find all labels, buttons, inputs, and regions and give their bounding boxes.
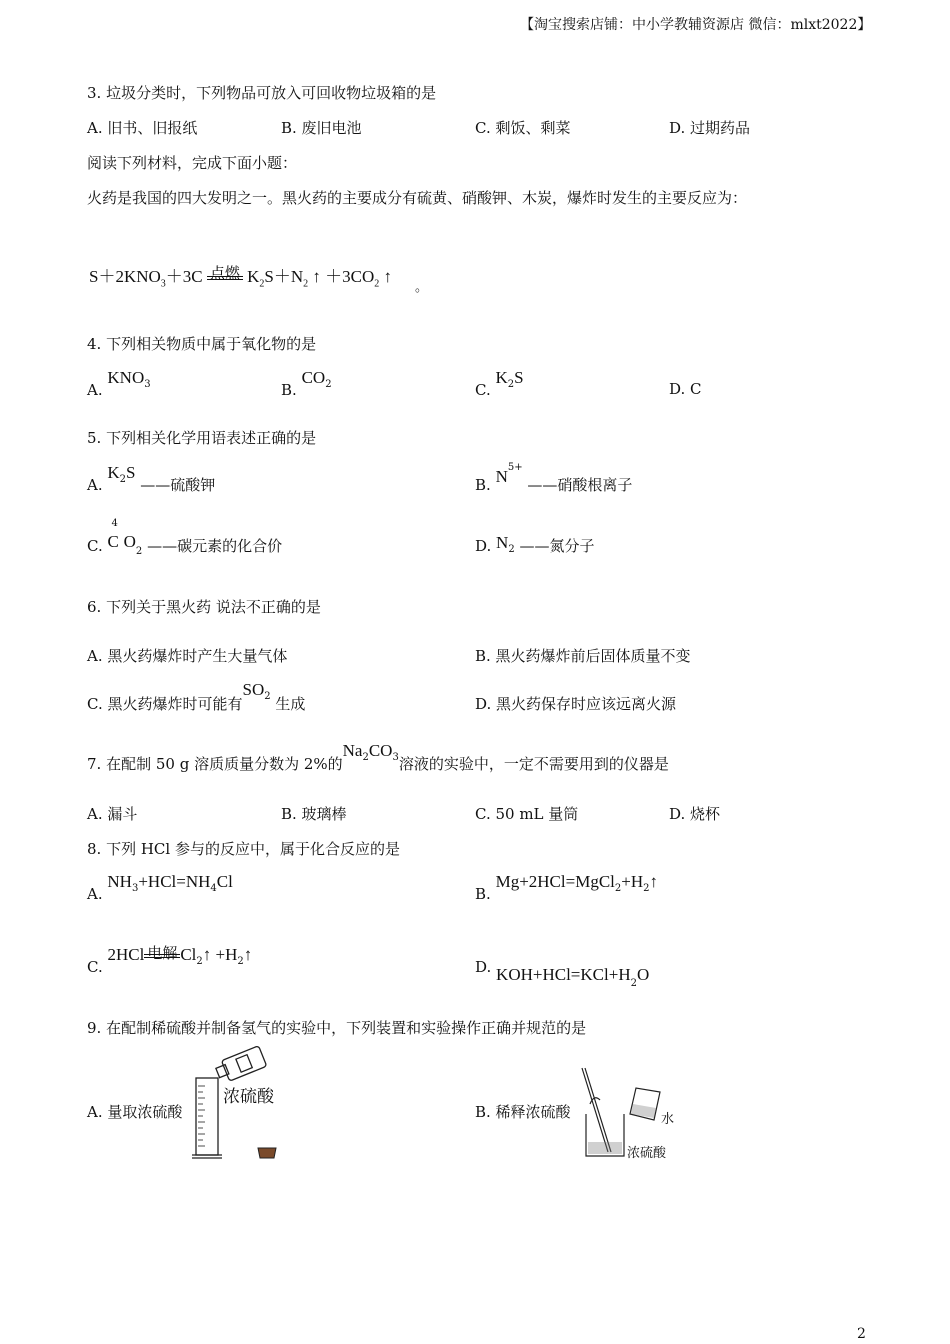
figure-b-water-label: 水 bbox=[661, 1112, 675, 1127]
q9-stem: 9. 在配制稀硫酸并制备氢气的实验中，下列装置和实验操作正确并规范的是 bbox=[87, 1019, 587, 1037]
q6-option-b: B. 黑火药爆炸前后固体质量不变 bbox=[475, 647, 691, 665]
q9-option-a: A. 量取浓硫酸 bbox=[87, 1103, 183, 1121]
figure-b-acid-label: 浓硫酸 bbox=[627, 1146, 667, 1161]
q5-stem: 5. 下列相关化学用语表述正确的是 bbox=[87, 429, 317, 447]
page-number: 2 bbox=[857, 1326, 866, 1342]
figure-a-label: 浓硫酸 bbox=[223, 1087, 274, 1107]
q4-option-c: C. $K_2S$ bbox=[475, 368, 524, 399]
q6-stem: 6. 下列关于黑火药 说法不正确的是 bbox=[87, 598, 321, 616]
q7-option-a: A. 漏斗 bbox=[87, 805, 138, 823]
equation-end-mark: 。 bbox=[415, 280, 429, 295]
q8-option-d: D. $KOH+HCl=KCl+H_2O$ bbox=[475, 958, 650, 989]
q4-option-a: A. $KNO_3$ bbox=[87, 368, 151, 399]
header-shop-note: 【淘宝搜索店铺：中小学教辅资源店 微信：mlxt2022】 bbox=[520, 17, 872, 33]
q5-option-a: A. $K_2S$ ——硫酸钾 bbox=[87, 463, 216, 494]
q5-option-b: B. $N^{5+}$ ——硝酸根离子 bbox=[475, 462, 633, 494]
q3-option-c: C. 剩饭、剩菜 bbox=[475, 119, 571, 137]
q5-option-d: D. $N_2$ ——氮分子 bbox=[475, 533, 595, 555]
q7-option-c: C. 50 mL 量筒 bbox=[475, 805, 579, 823]
q8-stem: 8. 下列 HCl 参与的反应中，属于化合反应的是 bbox=[87, 840, 400, 858]
q4-stem: 4. 下列相关物质中属于氧化物的是 bbox=[87, 335, 317, 353]
q3-stem: 3. 垃圾分类时，下列物品可放入可回收物垃圾箱的是 bbox=[87, 84, 437, 102]
q9-option-b: B. 稀释浓硫酸 bbox=[475, 1103, 571, 1121]
q4-option-b: B. $CO_2$ bbox=[281, 368, 332, 399]
q6-option-a: A. 黑火药爆炸时产生大量气体 bbox=[87, 647, 288, 665]
q6-option-c: C. 黑火药爆炸时可能有$SO_2$ 生成 bbox=[87, 680, 306, 713]
q3-option-a: A. 旧书、旧报纸 bbox=[87, 119, 198, 137]
q5-option-c: C. 4 C $O_2$ ——碳元素的化合价 bbox=[87, 518, 283, 557]
gunpowder-equation: $S+2KNO_3+3C$ 点燃 $K_2S+N_2$ ↑ $+3CO_2$ ↑ bbox=[89, 264, 393, 290]
q7-option-b: B. 玻璃棒 bbox=[281, 805, 347, 823]
q7-stem: 7. 在配制 50 g 溶质质量分数为 2%的$Na_2CO_3$溶液的实验中，一定不需要用到的仪器是 bbox=[87, 741, 669, 773]
q7-option-d: D. 烧杯 bbox=[669, 805, 721, 823]
material-intro: 阅读下列材料，完成下面小题： bbox=[87, 154, 298, 172]
q8-option-c: C. 2HCl 电解 $Cl_2↑$ $+H_2↑$ bbox=[87, 944, 253, 976]
q6-option-d: D. 黑火药保存时应该远离火源 bbox=[475, 695, 677, 713]
q8-option-a: A. $NH_3+HCl=NH_4Cl$ bbox=[87, 872, 233, 903]
q4-option-d: D. C bbox=[669, 380, 702, 398]
q3-option-d: D. 过期药品 bbox=[669, 119, 751, 137]
material-text: 火药是我国的四大发明之一。黑火药的主要成分有硫黄、硝酸钾、木炭，爆炸时发生的主要反应为： bbox=[87, 189, 748, 207]
q3-option-b: B. 废旧电池 bbox=[281, 119, 362, 137]
q8-option-b: B. $Mg+2HCl=MgCl_2+H_2↑$ bbox=[475, 872, 659, 903]
